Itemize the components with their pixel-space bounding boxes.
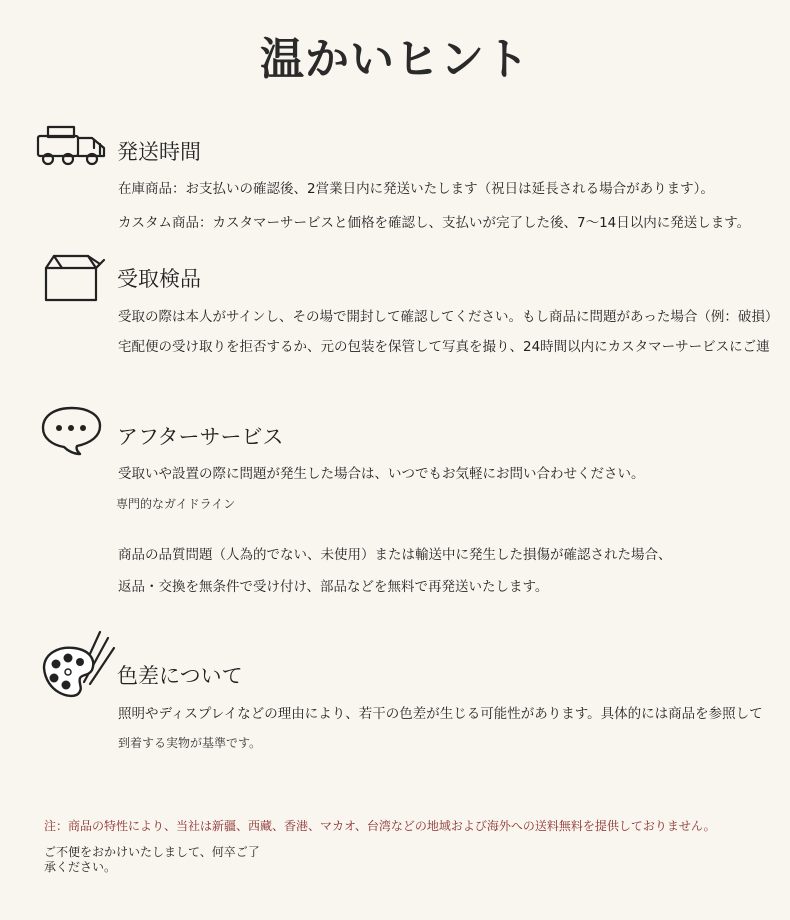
section-heading-shipping: 発送時間 xyxy=(117,140,201,164)
section-heading-color-difference: 色差について xyxy=(117,664,243,688)
section-heading-aftersales: アフターサービス xyxy=(117,425,284,449)
inspection-line-2: 宅配便の受け取りを拒否するか、元の包装を保管して写真を撮り、24時間以内にカスタマーサービスにご連 xyxy=(118,339,770,355)
shipping-line-custom: カスタム商品：カスタマーサービスと価格を確認し、支払いが完了した後、7〜14日以内に発送します。 xyxy=(118,215,751,231)
page-title: 温かいヒント xyxy=(260,34,530,85)
box-icon xyxy=(40,250,106,306)
color-difference-line-1: 照明やディスプレイなどの理由により、若干の色差が生じる可能性があります。具体的には商品を参照して xyxy=(118,706,763,722)
apology-line-2: 承ください。 xyxy=(44,860,117,874)
aftersales-line-2: 商品の品質問題（人為的でない、未使用）または輸送中に発生した損傷が確認された場合、 xyxy=(118,547,672,563)
aftersales-line-1: 受取いや設置の際に問題が発生した場合は、いつでもお気軽にお問い合わせください。 xyxy=(118,466,645,482)
apology-text xyxy=(44,845,260,875)
shipping-line-stock: 在庫商品：お支払いの確認後、2営業日内に発送いたします（祝日は延長される場合があります）。 xyxy=(118,181,714,197)
aftersales-guideline-label: 専門的なガイドライン xyxy=(116,497,236,511)
color-difference-line-2: 到着する実物が基準です。 xyxy=(118,736,262,750)
inspection-line-1: 受取の際は本人がサインし、その場で開封して確認してください。もし商品に問題があった場合（例：破損） xyxy=(118,309,779,325)
aftersales-line-3: 返品・交換を無条件で受け付け、部品などを無料で再発送いたします。 xyxy=(118,579,549,595)
shipping-restriction-note: 注：商品の特性により、当社は新疆、西藏、香港、マカオ、台湾などの地域および海外への送料無料を提供しておりません。 xyxy=(44,819,716,833)
section-heading-inspection: 受取検品 xyxy=(117,267,201,291)
chat-bubble-icon xyxy=(40,404,106,458)
truck-icon xyxy=(34,124,110,170)
apology-line-1: ご不便をおかけいたしまして、何卒ご了 xyxy=(44,845,260,859)
palette-icon xyxy=(38,628,118,700)
